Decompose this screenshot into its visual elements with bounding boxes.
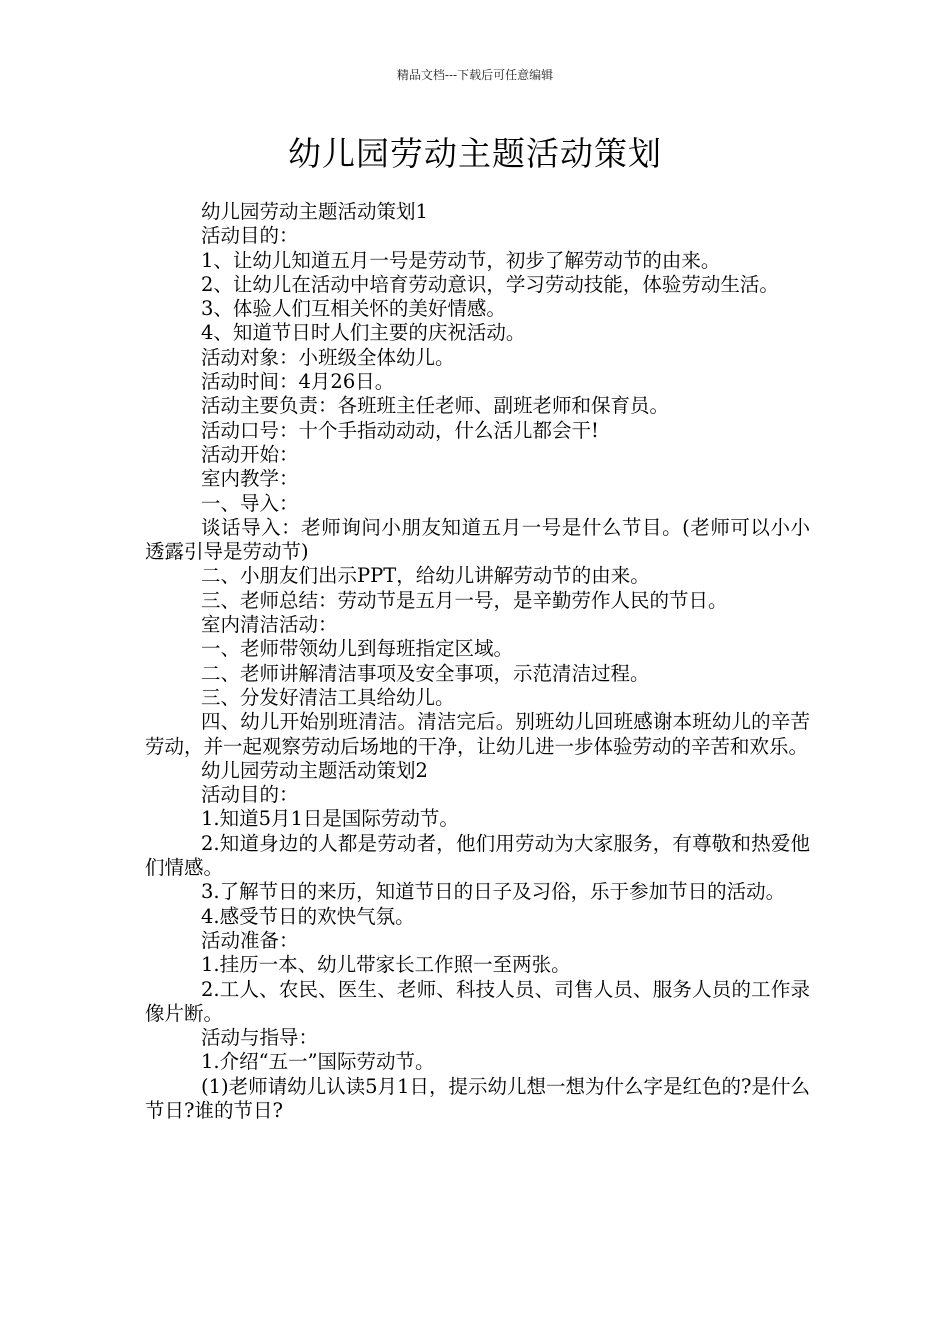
paragraph: 1.挂历一本、幼儿带家长工作照一至两张。: [201, 953, 571, 977]
paragraph: 2.工人、农民、医生、老师、科技人员、司售人员、服务人员的工作录像片断。: [145, 977, 810, 1025]
paragraph: 活动目的：: [201, 783, 299, 807]
paragraph: 幼儿园劳动主题活动策划1: [201, 200, 428, 223]
document-title: 幼儿园劳动主题活动策划: [288, 134, 662, 173]
paragraph: 三、老师总结：劳动节是五月一号，是辛勤劳作人民的节日。: [201, 588, 728, 612]
paragraph: 四、幼儿开始别班清洁。清洁完后。别班幼儿回班感谢本班幼儿的辛苦劳动，并一起观察劳动后场地的干净，让幼儿进一步体验劳动的辛苦和欢乐。: [145, 710, 810, 758]
paragraph: 谈话导入：老师询问小朋友知道五月一号是什么节目。(老师可以小小透露引导是劳动节): [145, 515, 810, 564]
paragraph: 1、让幼儿知道五月一号是劳动节，初步了解劳动节的由来。: [201, 248, 721, 272]
document-body: [145, 200, 810, 1123]
paragraph: 活动与指导：: [201, 1026, 319, 1050]
paragraph: 活动主要负责：各班班主任老师、副班老师和保育员。: [201, 394, 670, 418]
paragraph: 活动准备：: [201, 928, 299, 952]
paragraph: 二、小朋友们出示PPT，给幼儿讲解劳动节的由来。: [201, 564, 650, 588]
paragraph: 二、老师讲解清洁事项及安全事项，示范清洁过程。: [201, 661, 650, 685]
paragraph: 活动对象：小班级全体幼儿。: [201, 345, 455, 369]
paragraph: 活动目的：: [201, 224, 299, 248]
paragraph: (1)老师请幼儿认读5月1日，提示幼儿想一想为什么字是红色的?是什么节日?谁的节日?: [145, 1074, 810, 1122]
paragraph: 一、导入：: [201, 491, 299, 515]
paragraph: 活动口号：十个手指动动动，什么活儿都会干!: [201, 418, 599, 442]
paragraph: 三、分发好清洁工具给幼儿。: [201, 685, 455, 709]
paragraph: 幼儿园劳动主题活动策划2: [201, 758, 428, 782]
paragraph: 室内教学：: [201, 467, 299, 491]
paragraph: 4.感受节日的欢快气氛。: [201, 904, 415, 928]
paragraph: 活动时间：4月26日。: [201, 370, 395, 394]
paragraph: 1.介绍“五一”国际劳动节。: [201, 1050, 435, 1074]
paragraph: 室内清洁活动：: [201, 613, 338, 637]
paragraph: 3、体验人们互相关怀的美好情感。: [201, 297, 506, 321]
paragraph: 1.知道5月1日是国际劳动节。: [201, 807, 459, 831]
paragraph: 活动开始：: [201, 442, 299, 466]
header-note: 精品文档---下载后可任意编辑: [396, 68, 554, 82]
paragraph: 一、老师带领幼儿到每班指定区域。: [201, 637, 514, 661]
paragraph: 2.知道身边的人都是劳动者，他们用劳动为大家服务，有尊敬和热爱他们情感。: [145, 831, 810, 880]
paragraph: 3.了解节日的来历，知道节日的日子及习俗，乐于参加节日的活动。: [201, 880, 786, 904]
paragraph: 2、让幼儿在活动中培育劳动意识，学习劳动技能，体验劳动生活。: [201, 272, 779, 296]
paragraph: 4、知道节日时人们主要的庆祝活动。: [201, 321, 526, 345]
